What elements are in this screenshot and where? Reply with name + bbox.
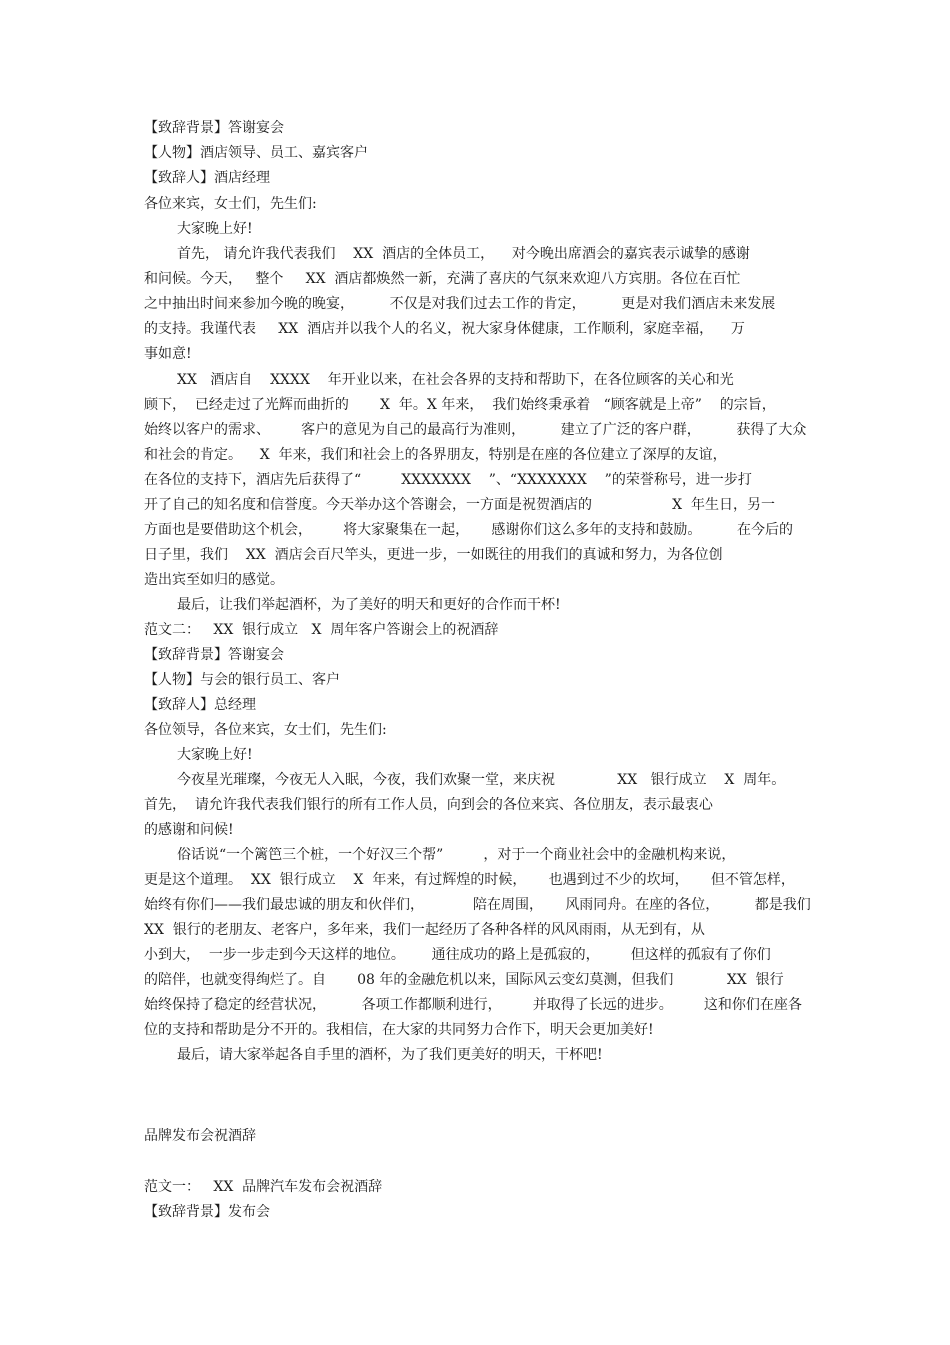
paragraph-line: 的陪伴，也就变得绚烂了。自 08 年的金融危机以来，国际风云变幻莫测，但我们 XX 银行 <box>144 972 784 988</box>
speech-greeting: 大家晚上好! <box>177 221 253 237</box>
paragraph-line: 造出宾至如归的感觉。 <box>144 572 284 588</box>
paragraph-line: 首先， 请允许我代表我们 XX 酒店的全体员工， 对今晚出席酒会的嘉宾表示诚挚的感谢 <box>177 246 750 262</box>
speech-speaker: 【致辞人】总经理 <box>144 697 256 713</box>
speech-salutation: 各位来宾，女士们，先生们: <box>144 196 317 212</box>
speech-background: 【致辞背景】答谢宴会 <box>144 120 284 136</box>
paragraph-line: 方面也是要借助这个机会， 将大家聚集在一起， 感谢你们这么多年的支持和鼓励。 在今后的 <box>144 522 794 538</box>
speech-background: 【致辞背景】答谢宴会 <box>144 647 284 663</box>
paragraph-line: 开了自己的知名度和信誉度。今天举办这个答谢会，一方面是祝贺酒店的 X 年生日，另一 <box>144 497 775 513</box>
paragraph-line: XX 银行的老朋友、老客户，多年来，我们一起经历了各种各样的风风雨雨，从无到有，从 <box>144 922 705 938</box>
paragraph-line: XX 酒店自 XXXX 年开业以来，在社会各界的支持和帮助下，在各位顾客的关心和光 <box>177 372 734 388</box>
paragraph-line: 之中抽出时间来参加今晚的晚宴， 不仅是对我们过去工作的肯定， 更是对我们酒店未来发展 <box>144 296 776 312</box>
paragraph-line: 更是这个道理。 XX 银行成立 X 年来，有过辉煌的时候， 也遇到过不少的坎坷， 但不管怎样， <box>144 872 795 888</box>
paragraph-line: 位的支持和帮助是分不开的。我相信，在大家的共同努力合作下，明天会更加美好! <box>144 1022 654 1038</box>
paragraph-line: 最后，请大家举起各自手里的酒杯，为了我们更美好的明天，干杯吧! <box>177 1047 603 1063</box>
section-heading: 品牌发布会祝酒辞 <box>144 1128 256 1144</box>
paragraph-line: 和问候。今天， 整个 XX 酒店都焕然一新，充满了喜庆的气氛来欢迎八方宾朋。各位在百忙 <box>144 271 741 287</box>
paragraph-line: 俗话说“一个篱笆三个桩，一个好汉三个帮” ，对于一个商业社会中的金融机构来说， <box>177 847 736 863</box>
speech-speaker: 【致辞人】酒店经理 <box>144 170 270 186</box>
paragraph-line: 始终以客户的需求、 客户的意见为自己的最高行为准则， 建立了广泛的客户群， 获得了大众 <box>144 422 807 438</box>
speech-people: 【人物】酒店领导、员工、嘉宾客户 <box>144 145 368 161</box>
paragraph-line: 最后，让我们举起酒杯，为了美好的明天和更好的合作而干杯! <box>177 597 561 613</box>
paragraph-line: 在各位的支持下，酒店先后获得了“ XXXXXXX ”、“XXXXXXX ”的荣誉称号，进一步打 <box>144 472 752 488</box>
paragraph-line: 今夜星光璀璨，今夜无人入眠，今夜，我们欢聚一堂，来庆祝 XX 银行成立 X 周年。 <box>177 772 786 788</box>
speech-people: 【人物】与会的银行员工、客户 <box>144 672 340 688</box>
paragraph-line: 的感谢和问候! <box>144 822 234 838</box>
paragraph-line: 首先， 请允许我代表我们银行的所有工作人员，向到会的各位来宾、各位朋友，表示最衷心 <box>144 797 713 813</box>
paragraph-line: 和社会的肯定。 X 年来，我们和社会上的各界朋友，特别是在座的各位建立了深厚的友谊， <box>144 447 727 463</box>
speech-salutation: 各位领导，各位来宾，女士们，先生们: <box>144 722 387 738</box>
paragraph-line: 顾下， 已经走过了光辉而曲折的 X 年。X 年来， 我们始终秉承着 “顾客就是上帝” 的宗旨， <box>144 397 776 413</box>
paragraph-line: 小到大， 一步一步走到今天这样的地位。 通往成功的路上是孤寂的， 但这样的孤寂有了你们 <box>144 947 771 963</box>
speech-greeting: 大家晚上好! <box>177 747 253 763</box>
speech-background: 【致辞背景】发布会 <box>144 1204 270 1220</box>
paragraph-line: 始终有你们——我们最忠诚的朋友和伙伴们， 陪在周围， 风雨同舟。在座的各位， 都是我们 <box>144 897 811 913</box>
paragraph-line: 始终保持了稳定的经营状况， 各项工作都顺利进行， 并取得了长远的进步。 这和你们在座各 <box>144 997 802 1013</box>
paragraph-line: 的支持。我谨代表 XX 酒店并以我个人的名义，祝大家身体健康，工作顺利，家庭幸福， 万 <box>144 321 745 337</box>
section-title: 范文二： XX 银行成立 X 周年客户答谢会上的祝酒辞 <box>144 622 499 638</box>
paragraph-line: 事如意! <box>144 346 192 362</box>
section-title: 范文一： XX 品牌汽车发布会祝酒辞 <box>144 1179 383 1195</box>
paragraph-line: 日子里，我们 XX 酒店会百尺竿头，更进一步，一如既往的用我们的真诚和努力，为各位创 <box>144 547 723 563</box>
